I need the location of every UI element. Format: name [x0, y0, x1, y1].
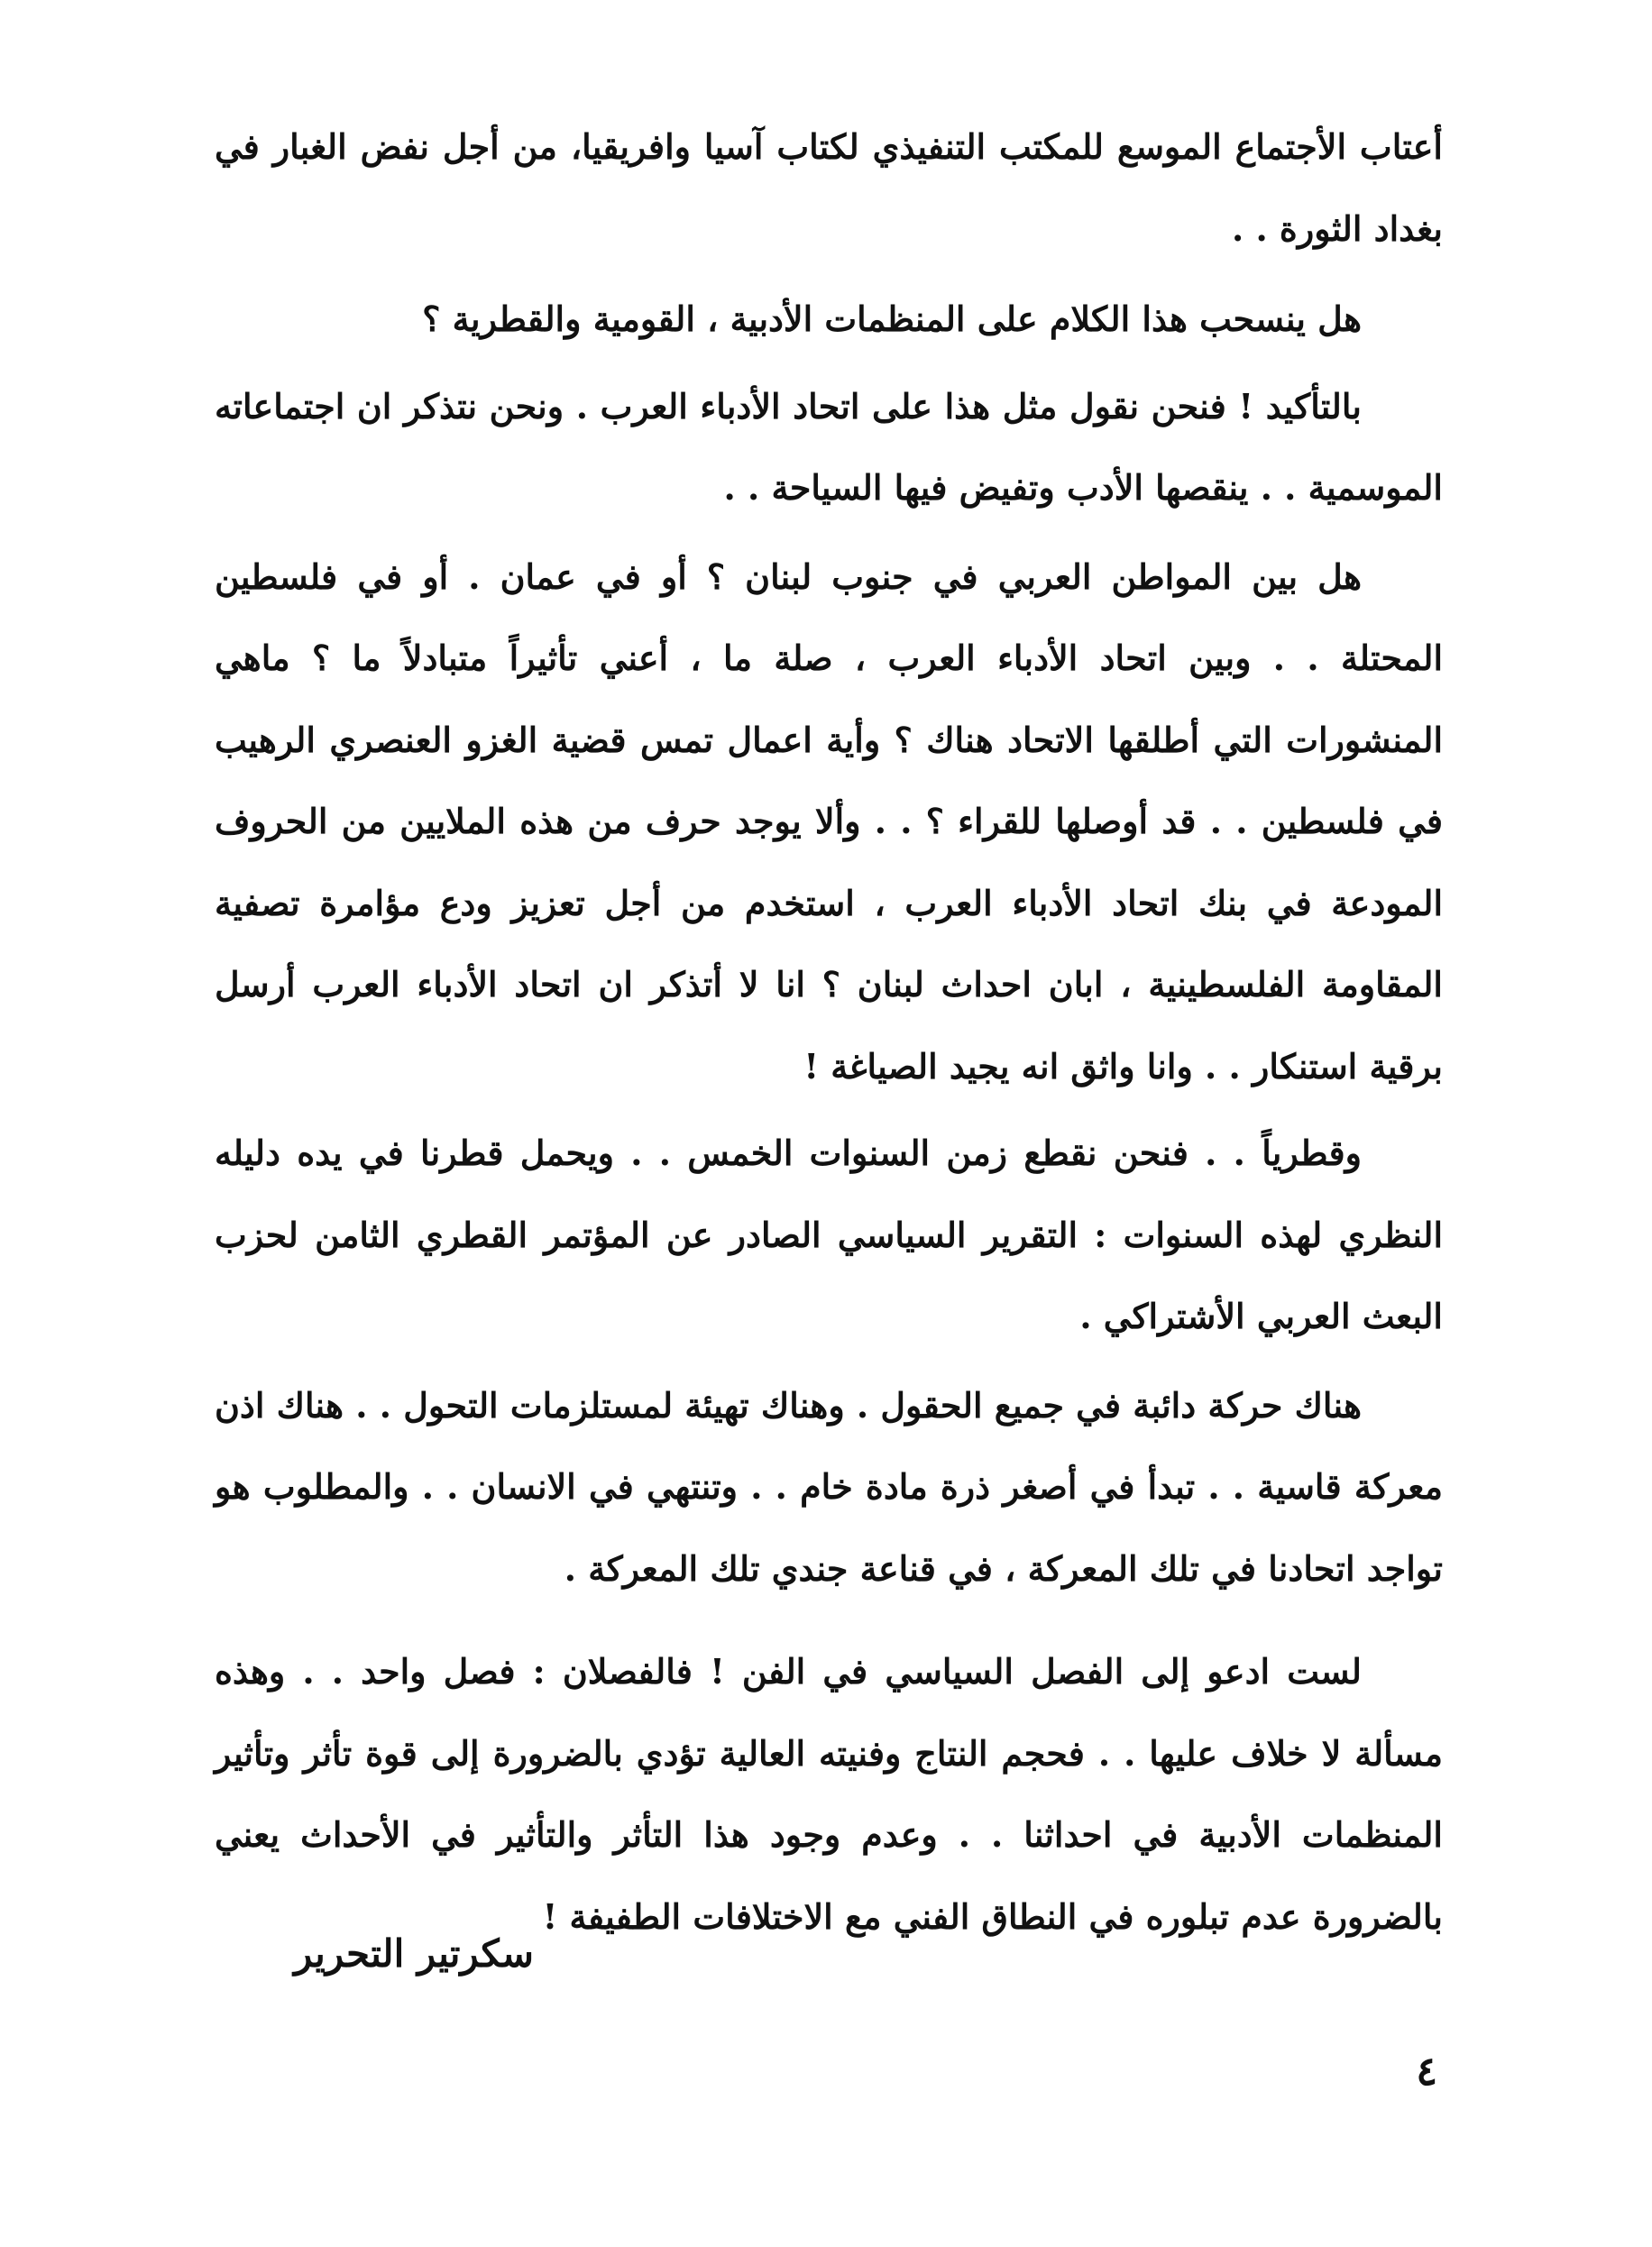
signature-editorial-secretary: سكرتير التحرير — [293, 1931, 534, 1976]
paragraph-1: أعتاب الأجتماع الموسع للمكتب التنفيذي لكتاب آسيا وافريقيا، من أجل نفض الغبار في بغداد الثورة . . — [215, 126, 1443, 249]
paragraph-6: هناك حركة دائبة في جميع الحقول . وهناك تهيئة لمستلزمات التحول . . هناك اذن معركة قاسية . . تبدأ في أصغر ذرة مادة خام . . وتنتهي في الانسان . . والمطلوب هو تواجد اتحادنا في تلك المعركة ، في قناعة جندي تلك المعركة . — [215, 1384, 1443, 1589]
paragraph-5: وقطرياً . . فنحن نقطع زمن السنوات الخمس . . ويحمل قطرنا في يده دليله النظري لهذه السنوات : التقرير السياسي الصادر عن المؤتمر القطري الثامن لحزب البعث العربي الأشتراكي . — [215, 1133, 1443, 1336]
paragraph-4: هل بين المواطن العربي في جنوب لبنان ؟ أو في عمان . أو في فلسطين المحتلة . . وبين اتحاد الأدباء العرب ، صلة ما ، أعني تأثيراً متبادلاً ما ؟ ماهي المنشورات التي أطلقها الاتحاد هناك ؟ وأية اعمال تمس قضية الغزو العنصري الرهيب في فلسطين . . قد أوصلها للقراء ؟ . . وألا يوجد حرف من هذه الملايين من الحروف المودعة في بنك اتحاد الأدباء العرب ، استخدم من أجل تعزيز ودع مؤامرة تصفية المقاومة الفلسطينية ، ابان احداث لبنان ؟ انا لا أتذكر ان اتحاد الأدباء العرب أرسل برقية استنكار . . وانا واثق انه يجيد الصياغة ! — [215, 555, 1443, 1087]
page-number: ٤ — [1416, 2049, 1437, 2095]
paragraph-7: لست ادعو إلى الفصل السياسي في الفن ! فالفصلان : فصل واحد . . وهذه مسألة لا خلاف عليها . . فحجم النتاج وفنيته العالية تؤدي بالضرورة إلى قوة تأثر وتأثير المنظمات الأدبية في احداثنا . . وعدم وجود هذا التأثر والتأثير في الأحداث يعني بالضرورة عدم تبلوره في النطاق الفني مع الاختلافات الطفيفة ! — [215, 1651, 1443, 1937]
paragraph-3: بالتأكيد ! فنحن نقول مثل هذا على اتحاد الأدباء العرب . ونحن نتذكر ان اجتماعاته الموسمية . . ينقصها الأدب وتفيض فيها السياحة . . — [215, 385, 1443, 508]
paragraph-2: هل ينسحب هذا الكلام على المنظمات الأدبية ، القومية والقطرية ؟ — [422, 298, 1362, 339]
article-body — [215, 106, 1443, 1958]
